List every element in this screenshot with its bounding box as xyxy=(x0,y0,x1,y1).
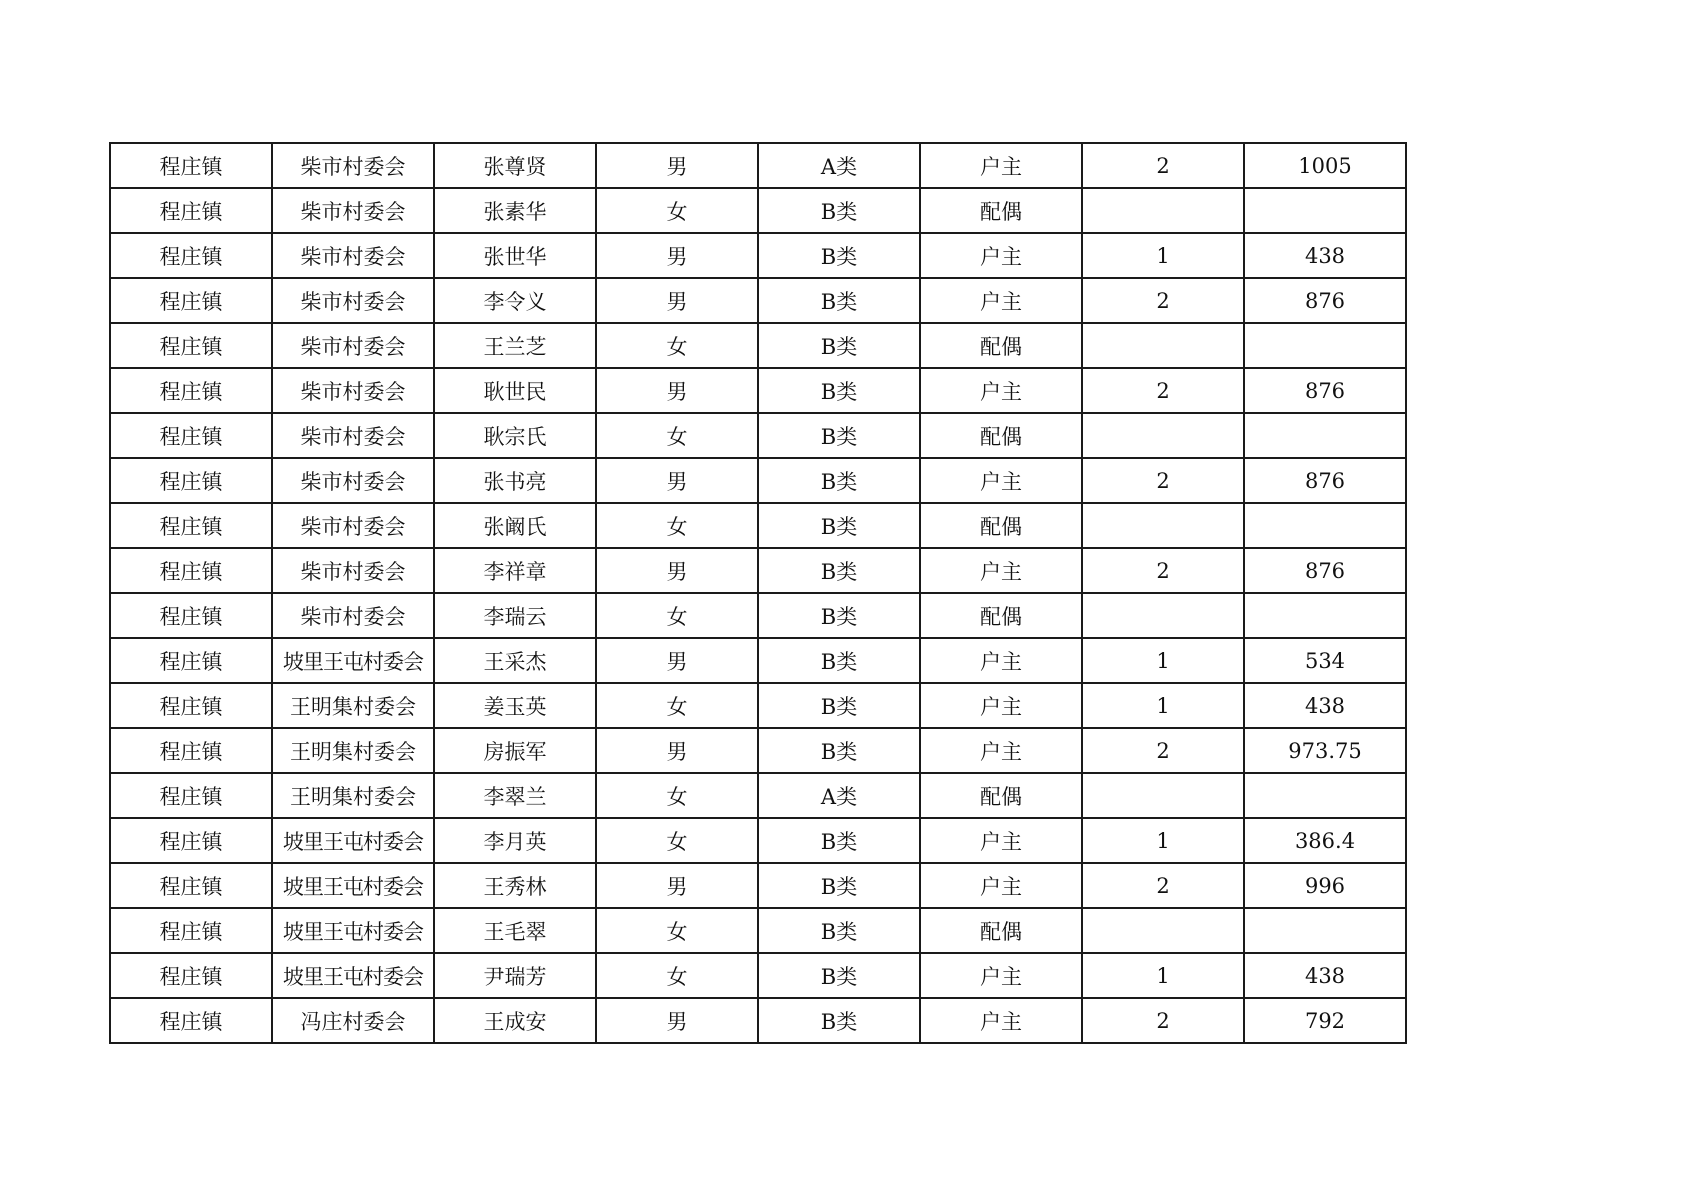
category-cell: B类 xyxy=(758,233,920,278)
gender-cell: 女 xyxy=(596,953,758,998)
amount-cell: 996 xyxy=(1244,863,1406,908)
household-size-cell: 2 xyxy=(1082,458,1244,503)
amount-cell: 438 xyxy=(1244,953,1406,998)
table-row xyxy=(110,458,1406,503)
name-cell: 耿世民 xyxy=(434,368,596,413)
category-cell: B类 xyxy=(758,728,920,773)
gender-cell: 男 xyxy=(596,863,758,908)
village-cell: 柴市村委会 xyxy=(272,458,434,503)
relation-cell: 户主 xyxy=(920,458,1082,503)
name-cell: 王毛翠 xyxy=(434,908,596,953)
table-row xyxy=(110,548,1406,593)
household-size-cell: 1 xyxy=(1082,638,1244,683)
table-row xyxy=(110,188,1406,233)
amount-cell xyxy=(1244,773,1406,818)
gender-cell: 女 xyxy=(596,683,758,728)
gender-cell: 女 xyxy=(596,323,758,368)
name-cell: 王成安 xyxy=(434,998,596,1043)
relation-cell: 配偶 xyxy=(920,908,1082,953)
amount-cell: 876 xyxy=(1244,368,1406,413)
gender-cell: 男 xyxy=(596,998,758,1043)
table-row xyxy=(110,728,1406,773)
village-cell: 王明集村委会 xyxy=(272,683,434,728)
town-cell: 程庄镇 xyxy=(110,908,272,953)
category-cell: B类 xyxy=(758,188,920,233)
category-cell: B类 xyxy=(758,863,920,908)
amount-cell: 534 xyxy=(1244,638,1406,683)
relation-cell: 配偶 xyxy=(920,323,1082,368)
town-cell: 程庄镇 xyxy=(110,233,272,278)
household-size-cell: 2 xyxy=(1082,728,1244,773)
gender-cell: 女 xyxy=(596,908,758,953)
village-cell: 坡里王屯村委会 xyxy=(272,953,434,998)
village-cell: 柴市村委会 xyxy=(272,503,434,548)
amount-cell: 792 xyxy=(1244,998,1406,1043)
name-cell: 王采杰 xyxy=(434,638,596,683)
household-size-cell: 2 xyxy=(1082,548,1244,593)
village-cell: 柴市村委会 xyxy=(272,143,434,188)
relation-cell: 户主 xyxy=(920,818,1082,863)
town-cell: 程庄镇 xyxy=(110,548,272,593)
relation-cell: 户主 xyxy=(920,278,1082,323)
name-cell: 姜玉英 xyxy=(434,683,596,728)
town-cell: 程庄镇 xyxy=(110,503,272,548)
table-row xyxy=(110,278,1406,323)
town-cell: 程庄镇 xyxy=(110,188,272,233)
village-cell: 柴市村委会 xyxy=(272,188,434,233)
amount-cell xyxy=(1244,413,1406,458)
town-cell: 程庄镇 xyxy=(110,773,272,818)
town-cell: 程庄镇 xyxy=(110,368,272,413)
category-cell: B类 xyxy=(758,998,920,1043)
village-cell: 王明集村委会 xyxy=(272,773,434,818)
town-cell: 程庄镇 xyxy=(110,863,272,908)
name-cell: 张尊贤 xyxy=(434,143,596,188)
gender-cell: 男 xyxy=(596,278,758,323)
gender-cell: 女 xyxy=(596,503,758,548)
gender-cell: 男 xyxy=(596,143,758,188)
amount-cell xyxy=(1244,908,1406,953)
table-row xyxy=(110,368,1406,413)
village-cell: 王明集村委会 xyxy=(272,728,434,773)
household-size-cell xyxy=(1082,908,1244,953)
relation-cell: 户主 xyxy=(920,728,1082,773)
town-cell: 程庄镇 xyxy=(110,278,272,323)
category-cell: B类 xyxy=(758,953,920,998)
village-cell: 坡里王屯村委会 xyxy=(272,863,434,908)
household-size-cell: 2 xyxy=(1082,998,1244,1043)
village-cell: 柴市村委会 xyxy=(272,368,434,413)
household-size-cell: 1 xyxy=(1082,233,1244,278)
amount-cell: 1005 xyxy=(1244,143,1406,188)
name-cell: 李月英 xyxy=(434,818,596,863)
household-size-cell: 2 xyxy=(1082,143,1244,188)
category-cell: B类 xyxy=(758,818,920,863)
table-row xyxy=(110,593,1406,638)
gender-cell: 男 xyxy=(596,548,758,593)
village-cell: 冯庄村委会 xyxy=(272,998,434,1043)
relation-cell: 配偶 xyxy=(920,413,1082,458)
category-cell: A类 xyxy=(758,773,920,818)
category-cell: B类 xyxy=(758,908,920,953)
table-body xyxy=(110,143,1406,1043)
town-cell: 程庄镇 xyxy=(110,728,272,773)
gender-cell: 男 xyxy=(596,458,758,503)
village-cell: 柴市村委会 xyxy=(272,233,434,278)
amount-cell xyxy=(1244,188,1406,233)
household-size-cell: 1 xyxy=(1082,953,1244,998)
village-cell: 柴市村委会 xyxy=(272,323,434,368)
gender-cell: 男 xyxy=(596,728,758,773)
table-row xyxy=(110,323,1406,368)
town-cell: 程庄镇 xyxy=(110,323,272,368)
amount-cell: 973.75 xyxy=(1244,728,1406,773)
category-cell: B类 xyxy=(758,683,920,728)
household-size-cell: 2 xyxy=(1082,278,1244,323)
name-cell: 李翠兰 xyxy=(434,773,596,818)
name-cell: 耿宗氏 xyxy=(434,413,596,458)
table-row xyxy=(110,998,1406,1043)
amount-cell xyxy=(1244,503,1406,548)
relation-cell: 户主 xyxy=(920,143,1082,188)
household-size-cell xyxy=(1082,593,1244,638)
name-cell: 房振军 xyxy=(434,728,596,773)
category-cell: B类 xyxy=(758,368,920,413)
name-cell: 张素华 xyxy=(434,188,596,233)
gender-cell: 男 xyxy=(596,233,758,278)
town-cell: 程庄镇 xyxy=(110,413,272,458)
relation-cell: 户主 xyxy=(920,683,1082,728)
household-size-cell xyxy=(1082,413,1244,458)
village-cell: 坡里王屯村委会 xyxy=(272,908,434,953)
amount-cell: 876 xyxy=(1244,278,1406,323)
name-cell: 王秀林 xyxy=(434,863,596,908)
category-cell: B类 xyxy=(758,593,920,638)
town-cell: 程庄镇 xyxy=(110,683,272,728)
category-cell: B类 xyxy=(758,638,920,683)
village-cell: 柴市村委会 xyxy=(272,548,434,593)
category-cell: B类 xyxy=(758,323,920,368)
town-cell: 程庄镇 xyxy=(110,818,272,863)
gender-cell: 女 xyxy=(596,593,758,638)
table-row xyxy=(110,233,1406,278)
category-cell: B类 xyxy=(758,413,920,458)
amount-cell: 438 xyxy=(1244,233,1406,278)
relation-cell: 配偶 xyxy=(920,188,1082,233)
name-cell: 尹瑞芳 xyxy=(434,953,596,998)
amount-cell: 876 xyxy=(1244,458,1406,503)
amount-cell: 876 xyxy=(1244,548,1406,593)
household-size-cell: 2 xyxy=(1082,863,1244,908)
household-size-cell xyxy=(1082,323,1244,368)
table-row xyxy=(110,638,1406,683)
town-cell: 程庄镇 xyxy=(110,593,272,638)
category-cell: B类 xyxy=(758,503,920,548)
name-cell: 张书亮 xyxy=(434,458,596,503)
household-size-cell xyxy=(1082,188,1244,233)
relation-cell: 户主 xyxy=(920,863,1082,908)
table-row xyxy=(110,503,1406,548)
household-size-cell: 1 xyxy=(1082,683,1244,728)
relation-cell: 户主 xyxy=(920,638,1082,683)
gender-cell: 女 xyxy=(596,188,758,233)
table-row xyxy=(110,773,1406,818)
village-cell: 坡里王屯村委会 xyxy=(272,818,434,863)
table-row xyxy=(110,863,1406,908)
gender-cell: 男 xyxy=(596,638,758,683)
table-row xyxy=(110,413,1406,458)
town-cell: 程庄镇 xyxy=(110,458,272,503)
name-cell: 李瑞云 xyxy=(434,593,596,638)
name-cell: 李令义 xyxy=(434,278,596,323)
table-row xyxy=(110,683,1406,728)
household-size-cell: 1 xyxy=(1082,818,1244,863)
relation-cell: 配偶 xyxy=(920,773,1082,818)
household-size-cell: 2 xyxy=(1082,368,1244,413)
table-row xyxy=(110,953,1406,998)
village-cell: 柴市村委会 xyxy=(272,413,434,458)
relation-cell: 户主 xyxy=(920,233,1082,278)
table-row xyxy=(110,908,1406,953)
category-cell: B类 xyxy=(758,458,920,503)
category-cell: B类 xyxy=(758,278,920,323)
amount-cell xyxy=(1244,323,1406,368)
relation-cell: 户主 xyxy=(920,998,1082,1043)
name-cell: 王兰芝 xyxy=(434,323,596,368)
household-size-cell xyxy=(1082,773,1244,818)
name-cell: 李祥章 xyxy=(434,548,596,593)
town-cell: 程庄镇 xyxy=(110,638,272,683)
category-cell: B类 xyxy=(758,548,920,593)
town-cell: 程庄镇 xyxy=(110,143,272,188)
gender-cell: 男 xyxy=(596,368,758,413)
amount-cell xyxy=(1244,593,1406,638)
name-cell: 张阚氏 xyxy=(434,503,596,548)
table-row xyxy=(110,143,1406,188)
data-table xyxy=(109,142,1407,1044)
relation-cell: 户主 xyxy=(920,953,1082,998)
name-cell: 张世华 xyxy=(434,233,596,278)
town-cell: 程庄镇 xyxy=(110,998,272,1043)
amount-cell: 438 xyxy=(1244,683,1406,728)
table-row xyxy=(110,818,1406,863)
village-cell: 坡里王屯村委会 xyxy=(272,638,434,683)
gender-cell: 女 xyxy=(596,773,758,818)
village-cell: 柴市村委会 xyxy=(272,278,434,323)
relation-cell: 配偶 xyxy=(920,503,1082,548)
category-cell: A类 xyxy=(758,143,920,188)
household-size-cell xyxy=(1082,503,1244,548)
village-cell: 柴市村委会 xyxy=(272,593,434,638)
amount-cell: 386.4 xyxy=(1244,818,1406,863)
relation-cell: 配偶 xyxy=(920,593,1082,638)
gender-cell: 女 xyxy=(596,818,758,863)
gender-cell: 女 xyxy=(596,413,758,458)
relation-cell: 户主 xyxy=(920,368,1082,413)
town-cell: 程庄镇 xyxy=(110,953,272,998)
relation-cell: 户主 xyxy=(920,548,1082,593)
